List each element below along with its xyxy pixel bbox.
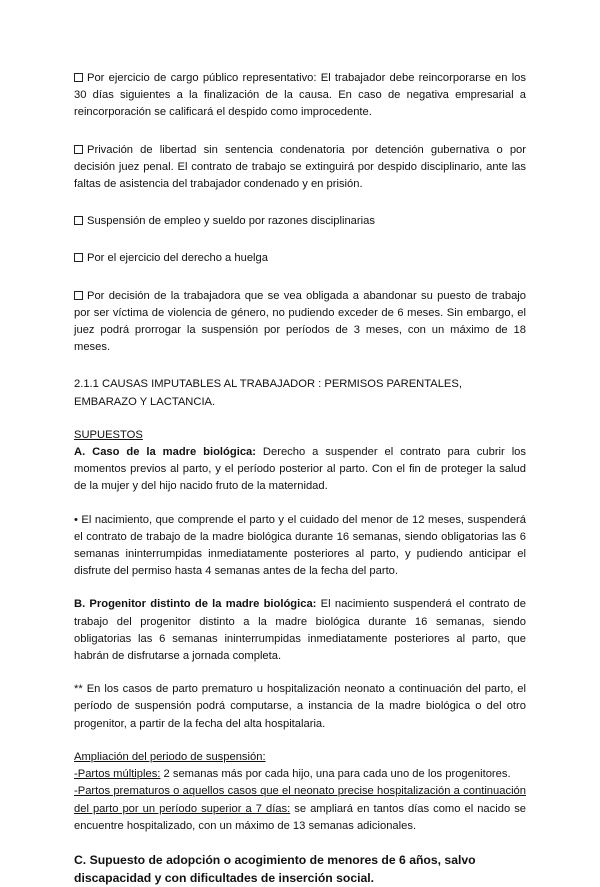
extension-title: Ampliación del periodo de suspensión: (74, 750, 266, 763)
checkbox-bullet-icon (74, 253, 83, 262)
list-item-text: Por el ejercicio del derecho a huelga (87, 252, 268, 265)
list-item (74, 288, 526, 357)
section-title: 2.1.1 CAUSAS IMPUTABLES AL TRABAJADOR : PERMISOS PARENTALES, EMBARAZO Y LACTANCIA. (74, 378, 462, 408)
checkbox-bullet-icon (74, 73, 83, 82)
extension-premature (74, 783, 526, 835)
document-page (74, 70, 526, 887)
list-item-text: Privación de libertad sin sentencia condenatoria por detención gubernativa o por decisión juez penal. El contrato de trabajo se extinguirá por despido disciplinario, ante las faltas de asistencia del trabajador condenado y en prisión. (74, 143, 526, 191)
extension-multiple (74, 766, 526, 783)
case-a-heading: A. Caso de la madre biológica: (74, 446, 256, 459)
list-item-text: Por ejercicio de cargo público representativo: El trabajador debe reincorporarse en los 30 días siguientes a la finalización de la causa. En caso de negativa empresarial a reincorporación se calificará el despido como improcedente. (74, 72, 526, 119)
case-a-detail: • El nacimiento, que comprende el parto y el cuidado del menor de 12 meses, suspenderá el contrato de trabajo de la madre biológica durante 16 semanas, siendo obligatorias las 6 semanas ininterrumpidas inmediatamente posteriores al parto, y pudiendo anticipar el disfrute del permiso hasta 4 semanas antes de la fecha del parto. (74, 513, 526, 578)
extension-multiple-label: -Partos múltiples: (74, 768, 161, 781)
supuestos-label: SUPUESTOS (74, 428, 143, 441)
case-a-paragraph (74, 444, 526, 496)
list-item (74, 142, 526, 194)
case-c-heading: C. Supuesto de adopción o acogimiento de menores de 6 años, salvo discapacidad y con dificultades de inserción social. (74, 852, 476, 885)
premature-note: ** En los casos de parto prematuro u hospitalización neonato a continuación del parto, el período de suspensión podrá computarse, a instancia de la madre biológica o del otro progenitor, a partir de la fecha del alta hospitalaria. (74, 683, 526, 730)
list-item (74, 250, 526, 267)
case-a-text: Derecho a suspender el contrato para cubrir los momentos previos al parto, y el período posterior al parto. Con el fin de proteger la salud de la mujer y del hijo nacido fruto de la maternidad. (74, 446, 526, 493)
checkbox-bullet-icon (74, 291, 83, 300)
supuestos-heading (74, 427, 526, 444)
extension-heading (74, 749, 526, 766)
checkbox-bullet-icon (74, 216, 83, 225)
extension-multiple-text: 2 semanas más por cada hijo, una para cada uno de los progenitores. (160, 768, 511, 781)
list-item-text: Suspensión de empleo y sueldo por razones disciplinarias (87, 215, 375, 228)
extension-premature-text: se ampliará en tantos días como el nacido se encuentre hospitalizado, con un máximo de 13 semanas adicionales. (74, 802, 527, 832)
checkbox-bullet-icon (74, 145, 83, 154)
list-item (74, 70, 526, 122)
case-b-paragraph (74, 596, 526, 665)
list-item-text: Por decisión de la trabajadora que se vea obligada a abandonar su puesto de trabajo por ser víctima de violencia de género, no pudiendo exceder de 6 meses. Sin embargo, el juez podrá prorrogar la suspensión por períodos de 3 meses, con un máximo de 18 meses. (74, 289, 526, 354)
case-b-heading: B. Progenitor distinto de la madre biológica: (74, 598, 317, 611)
list-item (74, 213, 526, 230)
extension-premature-label: -Partos prematuros o aquellos casos que el neonato precise hospitalización a continuación del parto por un período superior a 7 días: (74, 785, 526, 815)
case-b-text: El nacimiento suspenderá el contrato de trabajo del progenitor distinto a la madre biológica durante 16 semanas, siendo obligatorias las 6 semanas ininterrumpidas inmediatamente posteriores al parto, que habrán de disfrutarse a jornada completa. (74, 598, 526, 663)
